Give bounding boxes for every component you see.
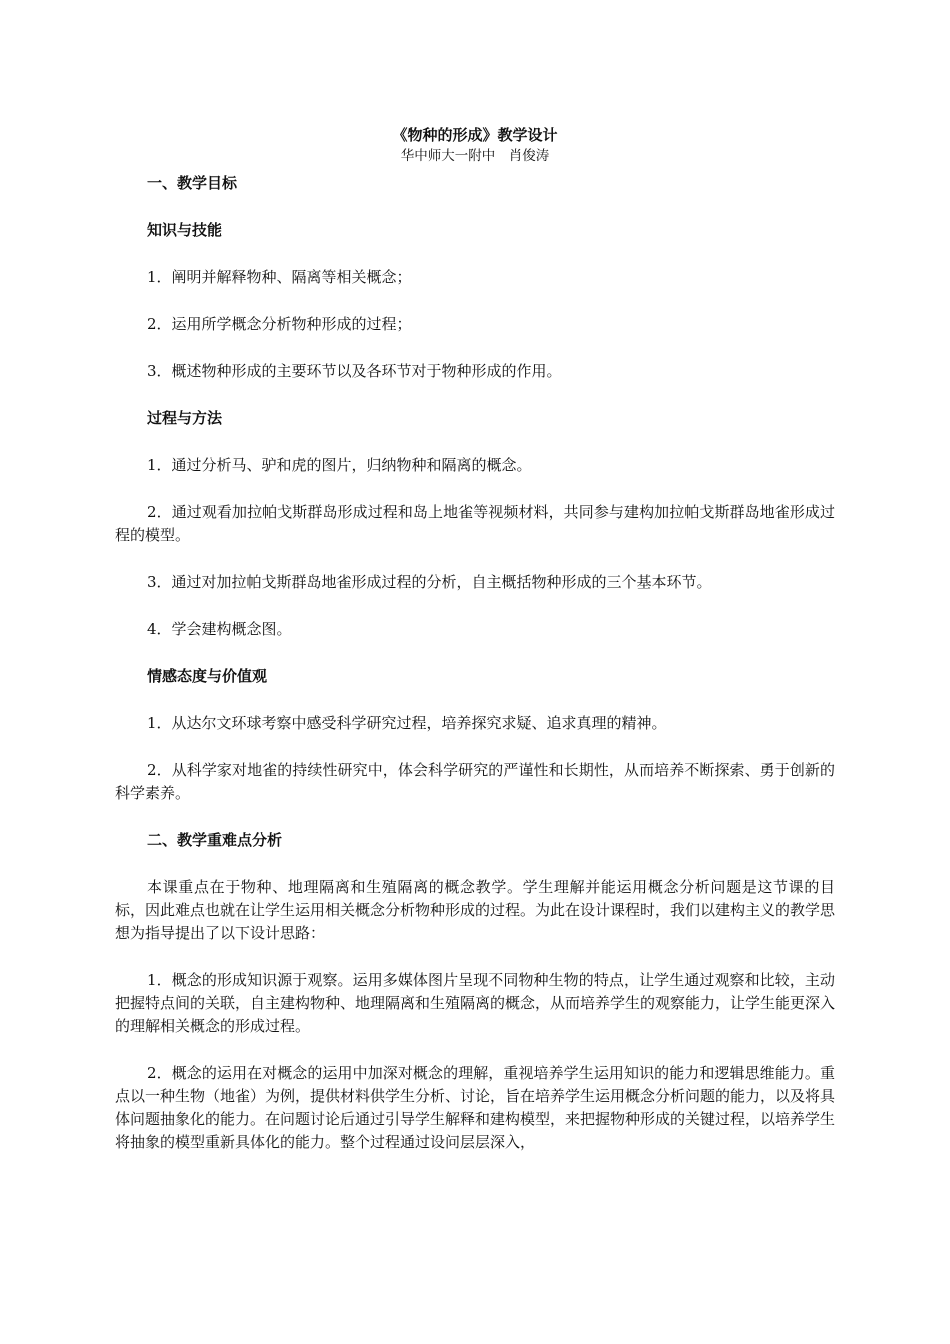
emotion-item: 2．从科学家对地雀的持续性研究中，体会科学研究的严谨性和长期性，从而培养不断探索、勇于创新的科学素养。 [115,761,835,802]
knowledge-item: 3．概述物种形成的主要环节以及各环节对于物种形成的作用。 [147,362,562,380]
subheading-knowledge-skills: 知识与技能 [147,221,223,239]
process-item: 2．通过观看加拉帕戈斯群岛形成过程和岛上地雀等视频材料，共同参与建构加拉帕戈斯群岛地雀形成过程的模型。 [115,503,835,544]
subheading-emotion-values: 情感态度与价值观 [147,667,268,685]
analysis-paragraph: 2．概念的运用在对概念的运用中加深对概念的理解，重视培养学生运用知识的能力和逻辑思维能力。重点以一种生物（地雀）为例，提供材料供学生分析、讨论，旨在培养学生运用概念分析问题的能力，以及将具体问题抽象化的能力。在问题讨论后通过引导学生解释和建构模型，来把握物种形成的关键过程，以培养学生将抽象的模型重新具体化的能力。整个过程通过设问层层深入， [115,1064,836,1151]
subheading-process-methods: 过程与方法 [147,409,223,427]
emotion-item: 1．从达尔文环球考察中感受科学研究过程，培养探究求疑、追求真理的精神。 [147,714,667,732]
process-item: 3．通过对加拉帕戈斯群岛地雀形成过程的分析，自主概括物种形成的三个基本环节。 [147,573,712,591]
knowledge-item: 1．阐明并解释物种、隔离等相关概念； [147,268,412,286]
section-heading-key-difficulties: 二、教学重难点分析 [147,831,283,849]
analysis-paragraph: 1．概念的形成知识源于观察。运用多媒体图片呈现不同物种生物的特点，让学生通过观察和比较，主动把握特点间的关联，自主建构物种、地理隔离和生殖隔离的概念，从而培养学生的观察能力，让学生能更深入的理解相关概念的形成过程。 [115,971,836,1035]
document-body [115,124,835,1178]
section-heading-teaching-goals: 一、教学目标 [147,174,238,192]
document-author: 华中师大一附中 肖俊涛 [400,148,550,164]
process-item: 1．通过分析马、驴和虎的图片，归纳物种和隔离的概念。 [147,456,532,474]
analysis-paragraph: 本课重点在于物种、地理隔离和生殖隔离的概念教学。学生理解并能运用概念分析问题是这节课的目标，因此难点也就在让学生运用相关概念分析物种形成的过程。为此在设计课程时，我们以建构主义的教学思想为指导提出了以下设计思路： [115,878,836,942]
process-item: 4．学会建构概念图。 [147,620,292,638]
document-title: 《物种的形成》教学设计 [392,126,558,144]
knowledge-item: 2．运用所学概念分析物种形成的过程； [147,315,412,333]
